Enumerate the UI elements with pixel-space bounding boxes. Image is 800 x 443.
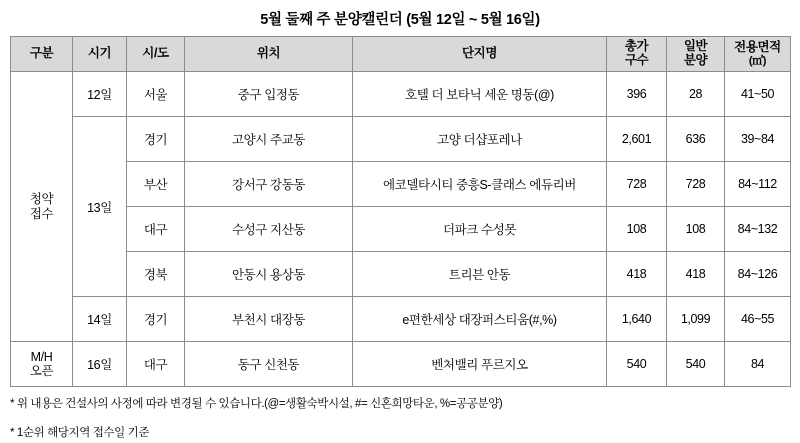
- cell-sigi: 12일: [73, 72, 127, 117]
- column-header-area-line2: (㎡): [748, 54, 767, 67]
- cell-sido: 대구: [127, 342, 185, 387]
- cell-general: 28: [667, 72, 725, 117]
- column-header-general-supply: [667, 37, 725, 72]
- cell-sido: 부산: [127, 162, 185, 207]
- table-header: [11, 37, 791, 72]
- cell-area: 84~112: [725, 162, 791, 207]
- column-header-sido: 시/도: [127, 37, 185, 72]
- cell-general: 540: [667, 342, 725, 387]
- column-header-area-line1: 전용면적: [734, 40, 781, 55]
- footnote-2: * 1순위 해당지역 접수일 기준: [10, 427, 150, 440]
- table-row: [11, 162, 791, 207]
- cell-total: 2,601: [607, 117, 667, 162]
- cell-sido: 경기: [127, 117, 185, 162]
- column-header-general-line2: 분양: [683, 53, 708, 67]
- cell-danji: 고양 더샵포레나: [353, 117, 607, 162]
- table-row: [11, 252, 791, 297]
- column-header-general-line1: 일반: [683, 39, 708, 54]
- cell-area: 46~55: [725, 297, 791, 342]
- cell-sigi: 13일: [73, 117, 127, 297]
- group-cell-subscription: [11, 72, 73, 342]
- column-header-exclusive-area: [725, 37, 791, 72]
- column-header-gubun: 구분: [11, 37, 73, 72]
- footnote-1: * 위 내용은 건설사의 사정에 따라 변경될 수 있습니다.(@=생활숙박시설, #= 신혼희망타운, %=공공분양): [10, 398, 503, 410]
- table-row: [11, 207, 791, 252]
- cell-total: 418: [607, 252, 667, 297]
- cell-sido: 대구: [127, 207, 185, 252]
- cell-danji: 더파크 수성못: [353, 207, 607, 252]
- cell-area: 39~84: [725, 117, 791, 162]
- cell-general: 1,099: [667, 297, 725, 342]
- column-header-total-line1: 총가: [624, 39, 649, 54]
- cell-area: 41~50: [725, 72, 791, 117]
- cell-area: 84: [725, 342, 791, 387]
- cell-general: 418: [667, 252, 725, 297]
- group-label-line2: 오픈: [29, 364, 54, 378]
- cell-danji: 트리븐 안동: [353, 252, 607, 297]
- cell-total: 108: [607, 207, 667, 252]
- group-cell-model-house-open: [11, 342, 73, 387]
- cell-sigi: 14일: [73, 297, 127, 342]
- cell-sido: 경북: [127, 252, 185, 297]
- column-header-total-line2: 구수: [624, 53, 649, 67]
- supply-calendar-table: [10, 36, 791, 387]
- cell-sido: 경기: [127, 297, 185, 342]
- cell-total: 728: [607, 162, 667, 207]
- cell-danji: 호텔 더 보타닉 세운 명동(@): [353, 72, 607, 117]
- cell-danji: 벤처밸리 푸르지오: [353, 342, 607, 387]
- column-header-sigi: 시기: [73, 37, 127, 72]
- cell-wichi: 동구 신천동: [185, 342, 353, 387]
- table-row: [11, 297, 791, 342]
- cell-area: 84~126: [725, 252, 791, 297]
- group-label-line1: M/H: [30, 349, 53, 364]
- cell-general: 108: [667, 207, 725, 252]
- header-row: [11, 37, 791, 72]
- cell-danji: 에코델타시티 중흥S-클래스 에듀리버: [353, 162, 607, 207]
- table-row: [11, 72, 791, 117]
- cell-wichi: 안동시 용상동: [185, 252, 353, 297]
- cell-total: 1,640: [607, 297, 667, 342]
- cell-danji: e편한세상 대장퍼스티움(#,%): [353, 297, 607, 342]
- cell-total: 396: [607, 72, 667, 117]
- cell-general: 636: [667, 117, 725, 162]
- cell-wichi: 부천시 대장동: [185, 297, 353, 342]
- cell-total: 540: [607, 342, 667, 387]
- table-row: [11, 117, 791, 162]
- table-row: [11, 342, 791, 387]
- group-label-line1: 청약: [29, 192, 54, 207]
- page-title: 5월 둘째 주 분양캘린더 (5월 12일 ~ 5월 16일): [260, 12, 540, 28]
- cell-wichi: 강서구 강동동: [185, 162, 353, 207]
- cell-wichi: 고양시 주교동: [185, 117, 353, 162]
- cell-sido: 서울: [127, 72, 185, 117]
- cell-general: 728: [667, 162, 725, 207]
- group-label-line2: 접수: [29, 206, 54, 221]
- column-header-wichi: 위치: [185, 37, 353, 72]
- table-body: [11, 72, 791, 387]
- column-header-danji: 단지명: [353, 37, 607, 72]
- cell-sigi: 16일: [73, 342, 127, 387]
- cell-wichi: 수성구 지산동: [185, 207, 353, 252]
- column-header-total-households: [607, 37, 667, 72]
- cell-area: 84~132: [725, 207, 791, 252]
- cell-wichi: 중구 입정동: [185, 72, 353, 117]
